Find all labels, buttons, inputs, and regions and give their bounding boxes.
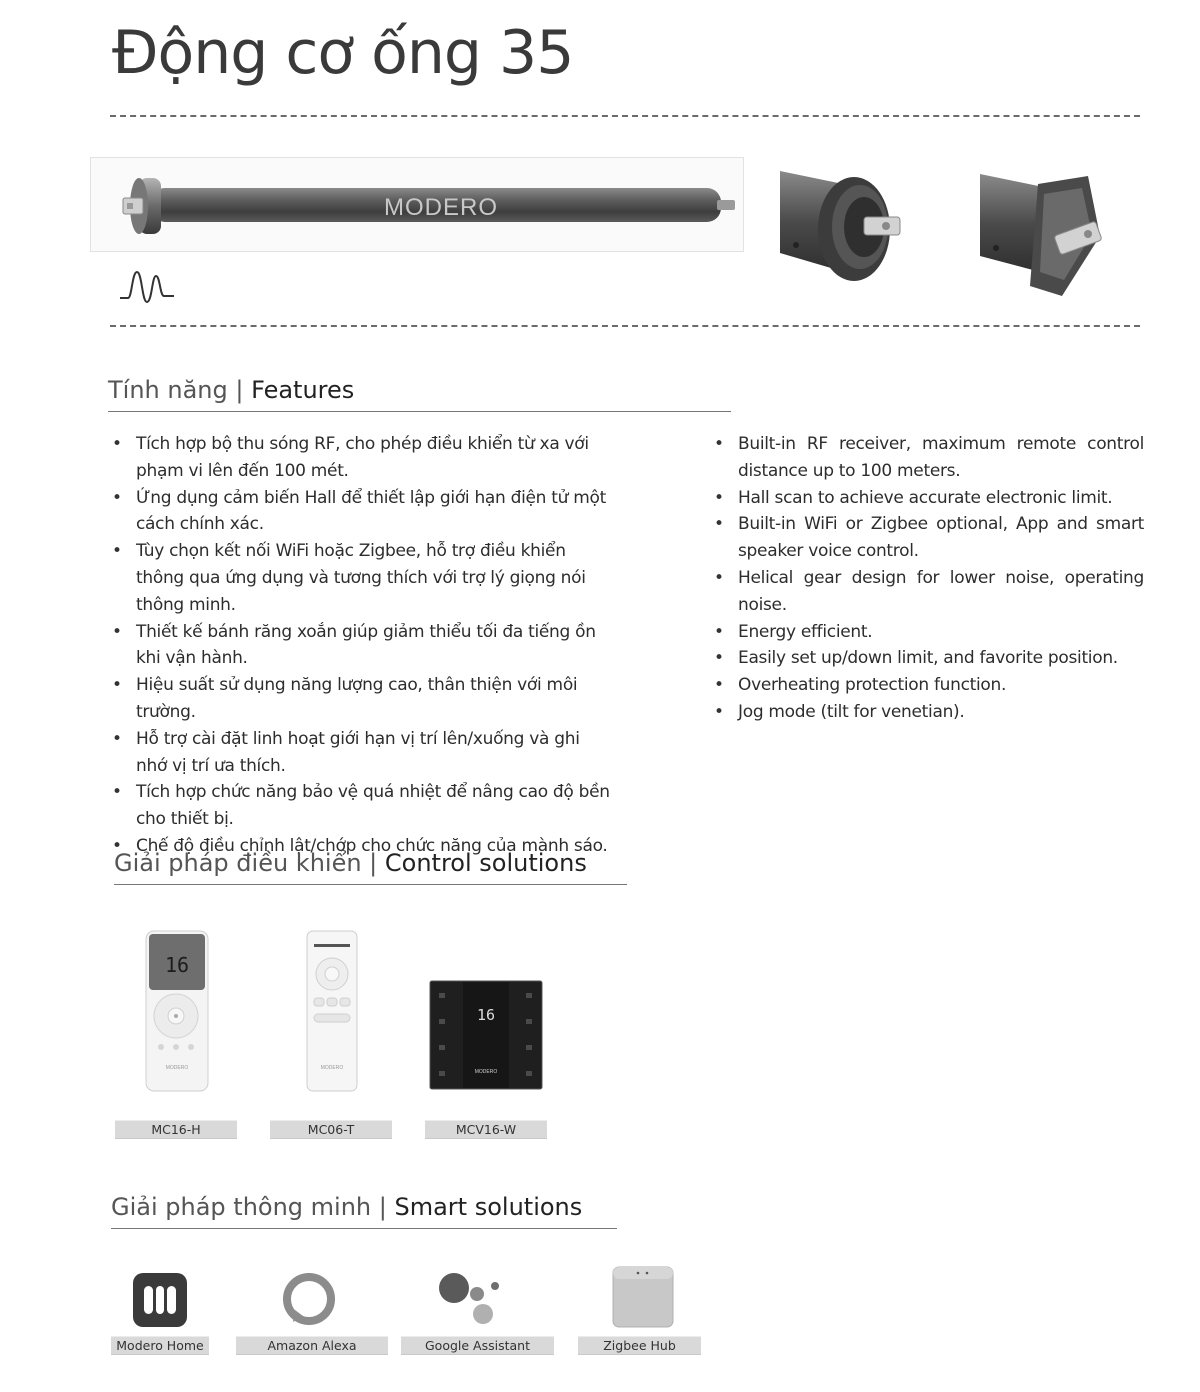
smart-heading-underline <box>111 1228 617 1229</box>
features-heading-en: Features <box>251 376 355 404</box>
motor-end-cap-bracket-image <box>978 170 1108 300</box>
smart-heading <box>111 1193 582 1221</box>
feature-en-item: • Easily set up/down limit, and favorite position. <box>712 645 1144 672</box>
zigbee-hub-icon <box>612 1266 674 1328</box>
smart-label-zigbee-hub: Zigbee Hub <box>578 1336 701 1355</box>
features-list-vi <box>110 431 610 860</box>
feature-vi-item: • Thiết kế bánh răng xoắn giúp giảm thiểu tối đa tiếng ồn khi vận hành. <box>110 619 610 673</box>
dashed-divider-bottom <box>110 325 1140 327</box>
control-heading <box>114 849 587 877</box>
feature-en-item: • Hall scan to achieve accurate electronic limit. <box>712 485 1144 512</box>
remote-display-text: 16 <box>164 953 190 977</box>
rf-signal-icon <box>118 266 178 306</box>
heading-separator: | <box>227 376 252 404</box>
google-assistant-icon <box>437 1270 503 1330</box>
features-heading-underline <box>108 411 731 412</box>
feature-en-item: • Built-in RF receiver, maximum remote control distance up to 100 meters. <box>712 431 1144 485</box>
feature-en-item: • Helical gear design for lower noise, operating noise. <box>712 565 1144 619</box>
page-title: Động cơ ống 35 <box>112 18 574 88</box>
control-heading-en: Control solutions <box>384 849 587 877</box>
feature-vi-item: • Chế độ điều chỉnh lật/chớp cho chức năng của mành sáo. <box>110 833 610 860</box>
feature-en-item: • Energy efficient. <box>712 619 1144 646</box>
motor-end-cap-image <box>778 165 908 287</box>
control-heading-underline <box>114 884 627 885</box>
remote-brand-text: MODERO <box>320 1065 344 1071</box>
remote-mc16-h-image <box>145 930 209 1092</box>
smart-label-amazon-alexa: Amazon Alexa <box>236 1336 388 1355</box>
feature-en-item: • Overheating protection function. <box>712 672 1144 699</box>
feature-vi-item: • Tùy chọn kết nối WiFi hoặc Zigbee, hỗ trợ điều khiển thông qua ứng dụng và tương thích với trợ lý giọng nói thông minh. <box>110 538 610 618</box>
dashed-divider-top <box>110 115 1140 117</box>
feature-vi-item: • Ứng dụng cảm biến Hall để thiết lập giới hạn điện tử một cách chính xác. <box>110 485 610 539</box>
features-heading-vi: Tính năng <box>108 376 228 404</box>
remote-brand-text: MODERO <box>165 1065 189 1071</box>
switch-brand-text: MODERO <box>474 1069 498 1075</box>
control-heading-vi: Giải pháp điều khiển <box>114 849 362 877</box>
motor-brand-text: MODERO <box>384 194 498 221</box>
modero-home-icon <box>132 1272 188 1328</box>
feature-en-item: • Jog mode (tilt for venetian). <box>712 699 1144 726</box>
alexa-icon <box>281 1272 337 1328</box>
feature-vi-item: • Hiệu suất sử dụng năng lượng cao, thân thiện với môi trường. <box>110 672 610 726</box>
smart-label-modero-home: Modero Home <box>111 1336 209 1355</box>
device-label-mc06-t: MC06-T <box>270 1120 392 1139</box>
tubular-motor-image <box>90 157 744 252</box>
device-label-mcv16-w: MCV16-W <box>425 1120 547 1139</box>
switch-display-text: 16 <box>476 1006 496 1024</box>
feature-vi-item: • Tích hợp bộ thu sóng RF, cho phép điều khiển từ xa với phạm vi lên đến 100 mét. <box>110 431 610 485</box>
device-label-mc16-h: MC16-H <box>115 1120 237 1139</box>
features-heading <box>108 376 354 404</box>
feature-en-item: • Built-in WiFi or Zigbee optional, App and smart speaker voice control. <box>712 511 1144 565</box>
smart-heading-vi: Giải pháp thông minh <box>111 1193 372 1221</box>
feature-vi-item: • Hỗ trợ cài đặt linh hoạt giới hạn vị trí lên/xuống và ghi nhớ vị trí ưa thích. <box>110 726 610 780</box>
smart-heading-en: Smart solutions <box>394 1193 583 1221</box>
smart-label-google-assistant: Google Assistant <box>401 1336 554 1355</box>
heading-separator: | <box>361 849 385 877</box>
features-list-en <box>712 431 1144 726</box>
heading-separator: | <box>371 1193 395 1221</box>
wall-switch-mcv16-w-image <box>429 980 543 1090</box>
remote-mc06-t-image <box>306 930 358 1092</box>
feature-vi-item: • Tích hợp chức năng bảo vệ quá nhiệt để nâng cao độ bền cho thiết bị. <box>110 779 610 833</box>
